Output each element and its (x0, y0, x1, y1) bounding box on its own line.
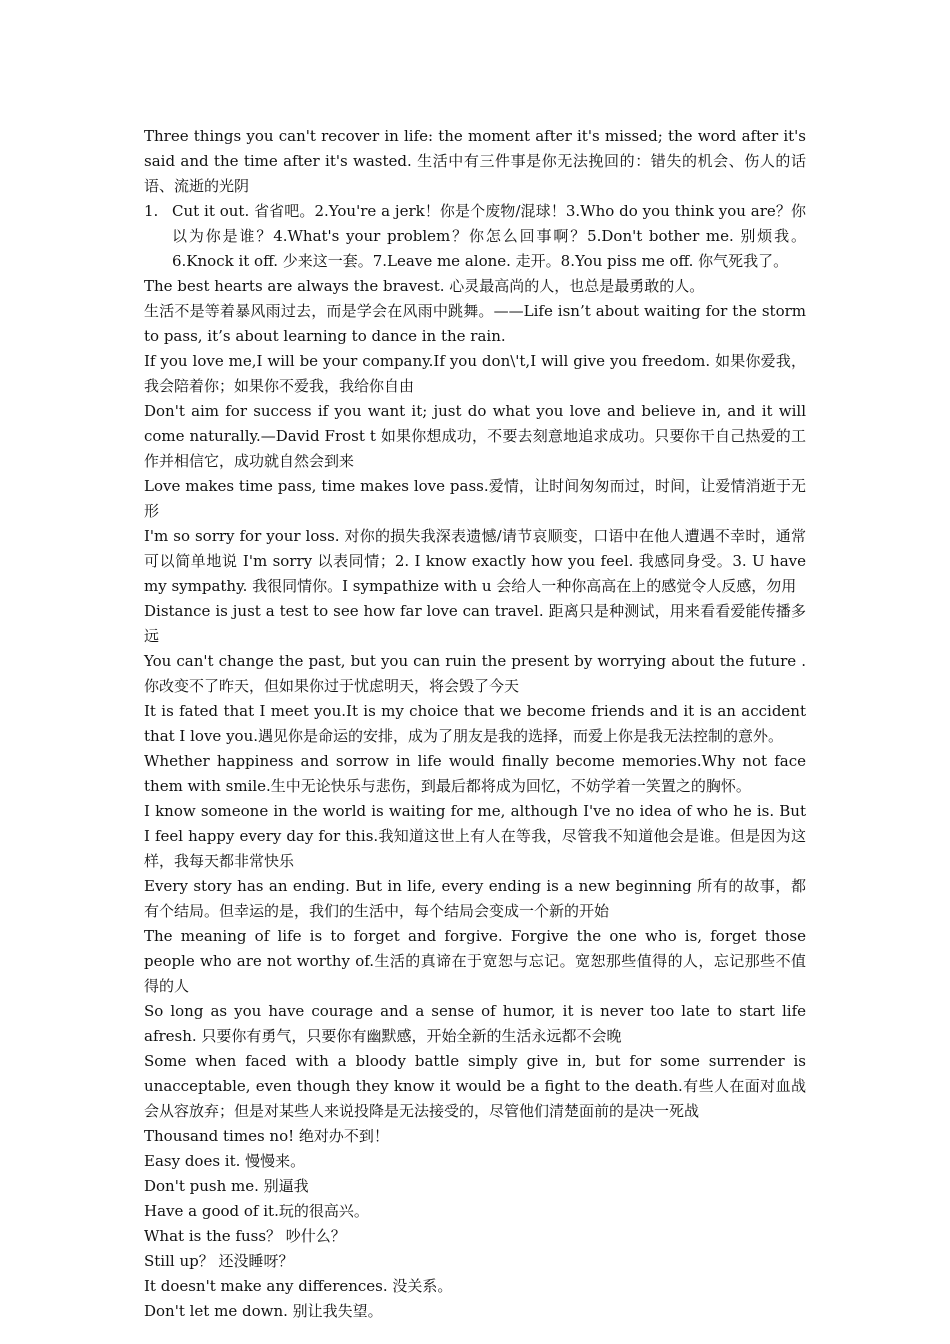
paragraph-courage-humor: So long as you have courage and a sense of humor, it is never too late to start life afresh. 只要你有勇气，只要你有幽默感，开始全新的生活永远都不会晚 (144, 1002, 806, 1045)
paragraph-what-is-fuss: What is the fuss？ 吵什么？ (144, 1227, 346, 1245)
paragraph-distance: Distance is just a test to see how far love can travel. 距离只是种测试，用来看看爱能传播多远 (144, 602, 806, 645)
paragraph-bloody-battle: Some when faced with a bloody battle simply give in, but for some surrender is unacceptable, even though they know it would be a fight to the death.有些人在面对血战会从容放弃；但是对某些人来说投降是无法接受的，尽管他们清楚面前的是决一死战 (144, 1052, 806, 1120)
paragraph-success: Don't aim for success if you want it; just do what you love and believe in, and it will come naturally.—David Frost t 如果你想成功，不要去刻意地追求成功。只要你干自己热爱的工作并相信它，成功就自然会到来 (144, 402, 806, 470)
paragraph-three-things: Three things you can't recover in life: the moment after it's missed; the word after it's said and the time after it's wasted. 生活中有三件事是你无法挽回的：错失的机会、伤人的话语、流逝的光阴 (144, 127, 806, 195)
paragraph-happiness-sorrow: Whether happiness and sorrow in life would finally become memories.Why not face them with smile.生中无论快乐与悲伤，到最后都将成为回忆，不妨学着一笑置之的胸怀。 (144, 752, 806, 795)
paragraph-thousand-times-no: Thousand times no! 绝对办不到！ (144, 1127, 389, 1145)
paragraph-dont-push-me: Don't push me. 别逼我 (144, 1177, 309, 1195)
paragraph-no-difference: It doesn't make any differences. 没关系。 (144, 1277, 453, 1295)
paragraph-every-story: Every story has an ending. But in life, every ending is a new beginning 所有的故事，都有个结局。但幸运的是，我们的生活中，每个结局会变成一个新的开始 (144, 877, 806, 920)
paragraph-sorry-loss: I'm so sorry for your loss. 对你的损失我深表遗憾/请节哀顺变，口语中在他人遭遇不幸时，通常可以简单地说 I'm sorry 以表同情；2. I know exactly how you feel. 我感同身受。3. U have my sympathy. 我很同情你。I sympathize with u 会给人一种你高高在上的感觉令人反感，勿用 (144, 527, 806, 595)
paragraph-have-a-good: Have a good of it.玩的很高兴。 (144, 1202, 369, 1220)
paragraph-if-you-love-me: If you love me,I will be your company.If you don\'t,I will give you freedom. 如果你爱我，我会陪着你；如果你不爱我，我给你自由 (144, 352, 806, 395)
paragraph-dont-let-down: Don't let me down. 别让我失望。 (144, 1302, 383, 1320)
paragraph-dance-in-rain: 生活不是等着暴风雨过去，而是学会在风雨中跳舞。——Life isn’t about waiting for the storm to pass, it’s about learning to dance in the rain. (144, 302, 806, 345)
paragraph-best-hearts: The best hearts are always the bravest. 心灵最高尚的人，也总是最勇敢的人。 (144, 277, 705, 295)
paragraph-someone-waiting: I know someone in the world is waiting for me, although I've no idea of who he is. But I feel happy every day for this.我知道这世上有人在等我，尽管我不知道他会是谁。但是因为这样，我每天都非常快乐 (144, 802, 806, 870)
paragraph-meaning-of-life: The meaning of life is to forget and forgive. Forgive the one who is, forget those people who are not worthy of.生活的真谛在于宽恕与忘记。宽恕那些值得的人，忘记那些不值得的人 (144, 927, 806, 995)
document-page (144, 124, 806, 1324)
paragraph-easy-does-it: Easy does it. 慢慢来。 (144, 1152, 306, 1170)
numbered-list-item (144, 199, 806, 274)
list-number: 1. (144, 202, 159, 220)
paragraph-love-time: Love makes time pass, time makes love pass.爱情，让时间匆匆而过，时间，让爱情消逝于无形 (144, 477, 806, 520)
paragraph-change-past: You can't change the past, but you can ruin the present by worrying about the future .你改变不了昨天，但如果你过于忧虑明天，将会毁了今天 (144, 652, 806, 695)
paragraph-fated: It is fated that I meet you.It is my choice that we become friends and it is an accident that I love you.遇见你是命运的安排，成为了朋友是我的选择，而爱上你是我无法控制的意外。 (144, 702, 806, 745)
paragraph-still-up: Still up？ 还没睡呀？ (144, 1252, 294, 1270)
list-item-text: Cut it out. 省省吧。2.You're a jerk！你是个废物/混球！3.Who do you think you are？你以为你是谁？4.What's your problem？你怎么回事啊？5.Don't bother me. 别烦我。6.Knock it off. 少来这一套。7.Leave me alone. 走开。8.You piss me off. 你气死我了。 (172, 202, 806, 270)
